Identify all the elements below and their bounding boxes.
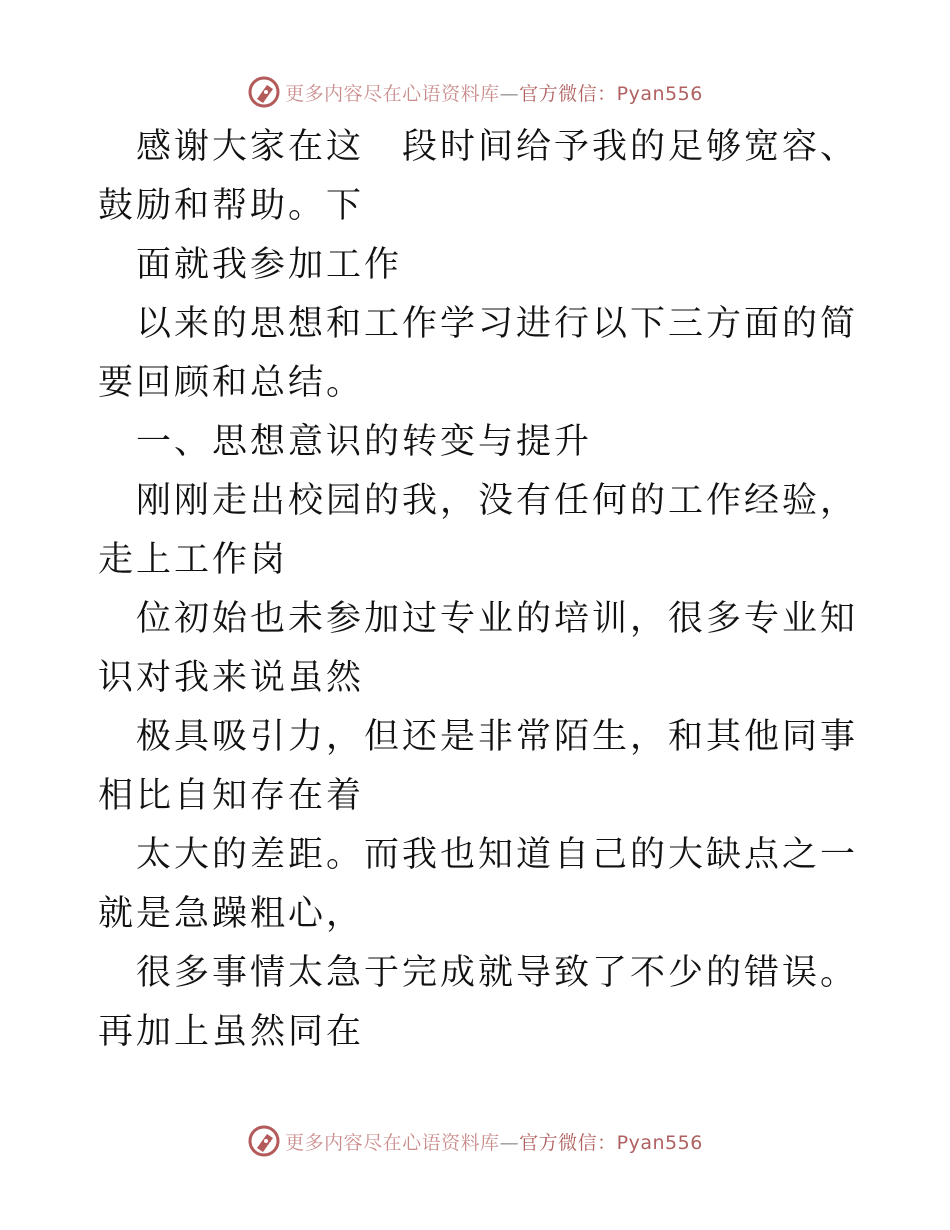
footer-banner — [0, 1121, 950, 1161]
paragraph: 面就我参加工作 — [136, 245, 403, 285]
paragraph: 以来的思想和工作学习进行以下三方面的简要回顾和总结。 — [98, 304, 859, 403]
pen-nib-seal-icon — [247, 75, 281, 109]
paragraph: 很多事情太急于完成就导致了不少的错误。再加上虽然同在 — [98, 953, 859, 1052]
paragraph: 刚刚走出校园的我，没有任何的工作经验，走上工作岗 — [98, 481, 859, 580]
document-body — [98, 118, 858, 1062]
header-banner-text: 更多内容尽在心语资料库—官方微信：Pyan556 — [285, 82, 703, 105]
section-heading: 一、思想意识的转变与提升 — [136, 422, 593, 462]
paragraph: 极具吸引力，但还是非常陌生，和其他同事相比自知存在着 — [98, 717, 859, 816]
paragraph: 感谢大家在这 段时间给予我的足够宽容、鼓励和帮助。下 — [98, 127, 859, 226]
pen-nib-seal-icon — [247, 1124, 281, 1158]
footer-banner-text: 更多内容尽在心语资料库—官方微信：Pyan556 — [285, 1131, 703, 1154]
paragraph: 太大的差距。而我也知道自己的大缺点之一就是急躁粗心， — [98, 835, 859, 934]
paragraph: 位初始也未参加过专业的培训，很多专业知识对我来说虽然 — [98, 599, 859, 698]
header-banner — [0, 72, 950, 112]
